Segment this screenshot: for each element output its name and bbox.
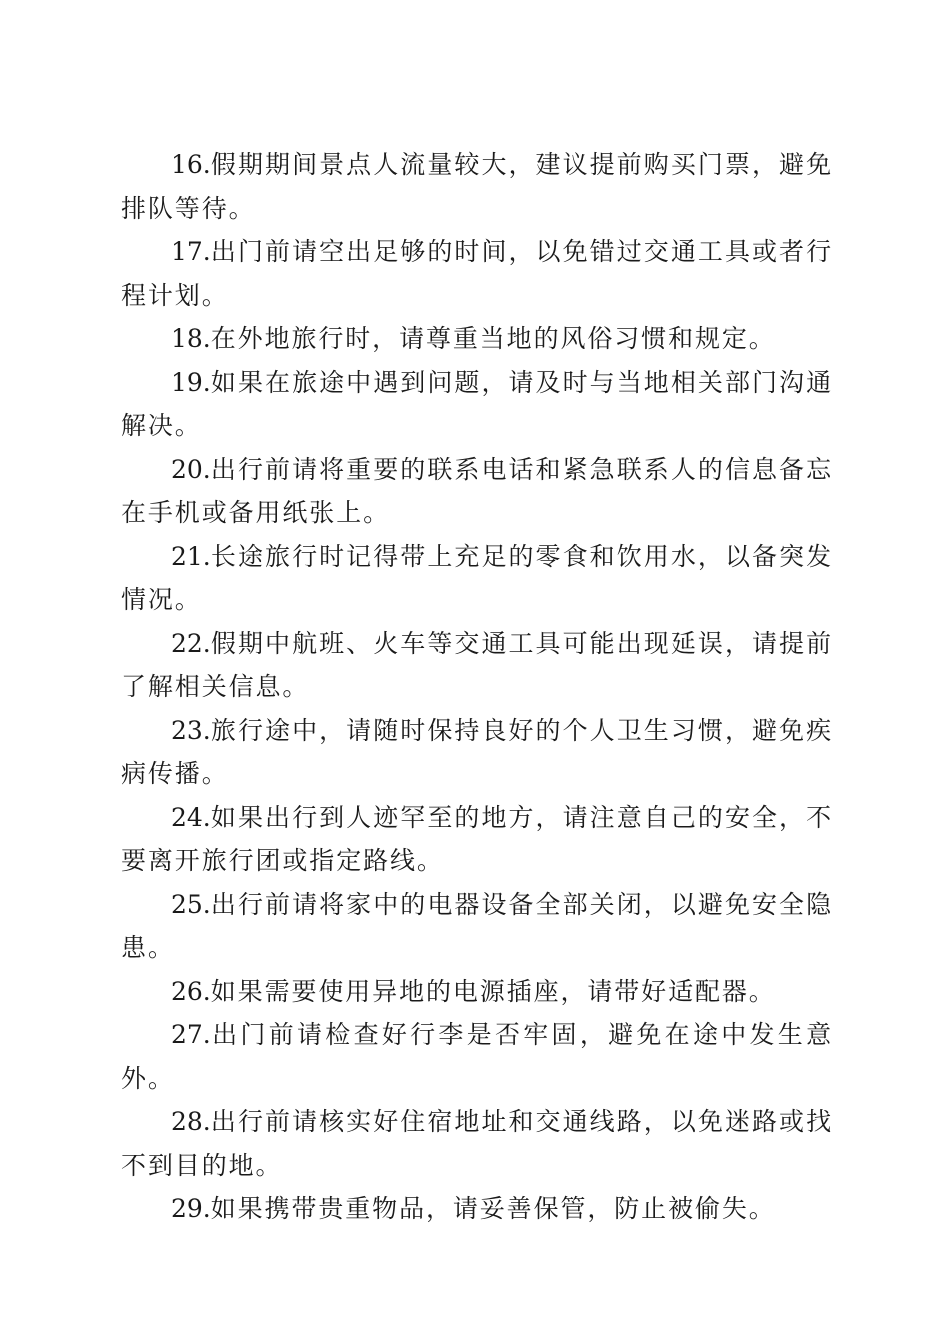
- item-number: 23.: [171, 715, 211, 745]
- item-text: 如果携带贵重物品，请妥善保管，防止被偷失。: [210, 1194, 776, 1223]
- item-number: 27.: [171, 1020, 211, 1049]
- item-text: 在外地旅行时，请尊重当地的风俗习惯和规定。: [210, 324, 776, 353]
- list-item: [121, 883, 833, 970]
- item-text: 如果需要使用异地的电源插座，请带好适配器。: [210, 976, 776, 1006]
- list-item: [121, 361, 833, 448]
- item-text: 如果出行到人迹罕至的地方，请注意自己的安全，不要离开旅行团或指定路线。: [121, 802, 833, 875]
- list-item: [121, 1013, 833, 1100]
- item-number: 18.: [171, 324, 211, 353]
- item-text: 出行前请将重要的联系电话和紧急联系人的信息备忘在手机或备用纸张上。: [121, 454, 833, 527]
- item-text: 出门前请空出足够的时间，以免错过交通工具或者行程计划。: [121, 237, 833, 310]
- list-item: [121, 709, 833, 796]
- item-text: 出门前请检查好行李是否牢固，避免在途中发生意外。: [121, 1020, 833, 1093]
- item-text: 假期期间景点人流量较大，建议提前购买门票，避免排队等待。: [121, 150, 833, 223]
- list-item: [121, 230, 833, 317]
- item-number: 28.: [171, 1107, 211, 1136]
- item-text: 假期中航班、火车等交通工具可能出现延误，请提前了解相关信息。: [121, 628, 833, 701]
- item-text: 出行前请将家中的电器设备全部关闭，以避免安全隐患。: [121, 889, 833, 962]
- item-number: 22.: [171, 628, 211, 658]
- item-number: 25.: [171, 889, 211, 919]
- item-text: 出行前请核实好住宿地址和交通线路，以免迷路或找不到目的地。: [121, 1107, 833, 1180]
- document-body: [121, 143, 833, 1231]
- item-text: 旅行途中，请随时保持良好的个人卫生习惯，避免疾病传播。: [121, 715, 833, 788]
- list-item: [121, 970, 833, 1014]
- list-item: [121, 448, 833, 535]
- item-number: 26.: [171, 976, 211, 1006]
- item-number: 29.: [171, 1194, 211, 1223]
- item-number: 19.: [171, 367, 211, 397]
- list-item: [121, 535, 833, 622]
- list-item: [121, 1100, 833, 1187]
- list-item: [121, 1187, 833, 1231]
- list-item: [121, 796, 833, 883]
- item-number: 24.: [171, 802, 211, 832]
- list-item: [121, 143, 833, 230]
- item-text: 如果在旅途中遇到问题，请及时与当地相关部门沟通解决。: [121, 367, 833, 440]
- list-item: [121, 317, 833, 361]
- item-number: 21.: [171, 541, 211, 571]
- item-number: 17.: [171, 237, 211, 266]
- list-item: [121, 622, 833, 709]
- item-number: 20.: [171, 454, 211, 484]
- item-text: 长途旅行时记得带上充足的零食和饮用水，以备突发情况。: [121, 541, 833, 614]
- item-number: 16.: [171, 150, 211, 179]
